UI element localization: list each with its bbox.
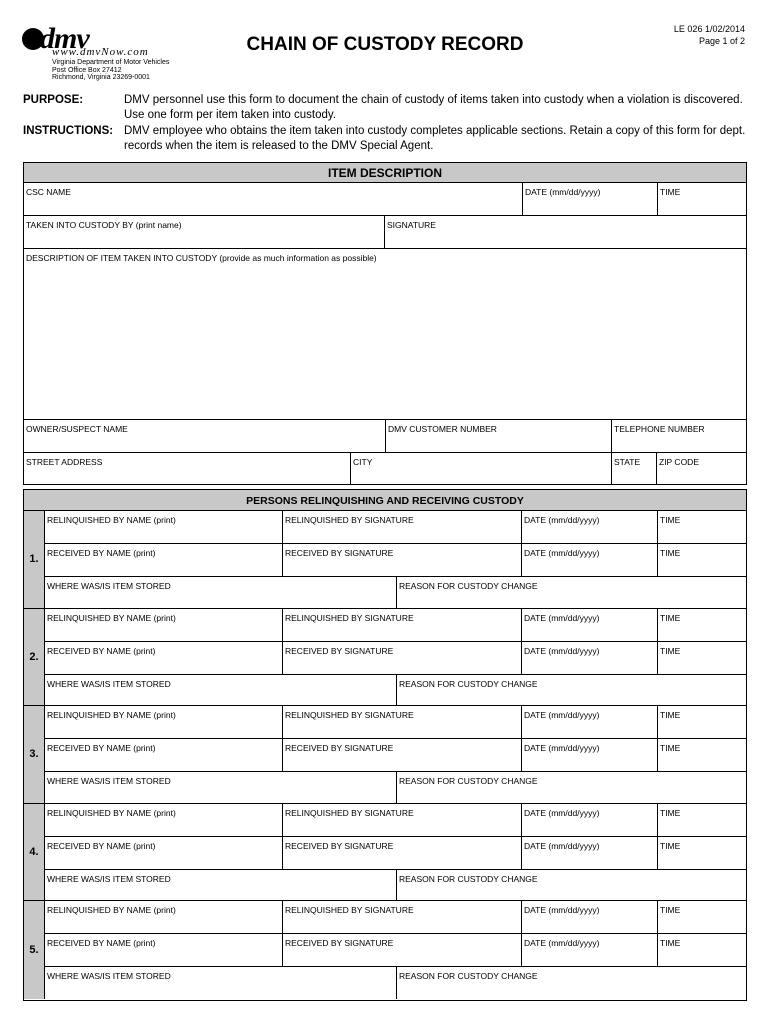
received-date-field[interactable]: DATE (mm/dd/yyyy) [522, 642, 658, 675]
received-date-field[interactable]: DATE (mm/dd/yyyy) [522, 934, 658, 967]
relinquished-time-field[interactable]: TIME [658, 901, 746, 934]
taken-by-field[interactable]: TAKEN INTO CUSTODY BY (print name) [24, 216, 385, 249]
received-date-field[interactable]: DATE (mm/dd/yyyy) [522, 837, 658, 870]
received-name-field[interactable]: RECEIVED BY NAME (print) [45, 837, 283, 870]
dmv-logo-mark: dmv [24, 24, 73, 54]
received-name-field[interactable]: RECEIVED BY NAME (print) [45, 739, 283, 772]
form-id: LE 026 1/02/2014 Page 1 of 2 [673, 24, 745, 46]
item-stored-field[interactable]: WHERE WAS/IS ITEM STORED [45, 675, 397, 707]
page-title: CHAIN OF CUSTODY RECORD [246, 34, 524, 55]
dmv-customer-number-field[interactable]: DMV CUSTOMER NUMBER [386, 420, 612, 453]
relinquished-name-field[interactable]: RELINQUISHED BY NAME (print) [45, 609, 283, 642]
custody-change-reason-field[interactable]: REASON FOR CUSTODY CHANGE [399, 971, 538, 982]
relinquished-name-field[interactable]: RELINQUISHED BY NAME (print) [45, 901, 283, 934]
relinquished-time-field[interactable]: TIME [658, 804, 746, 837]
logo-url: www.dmvNow.com [52, 46, 149, 58]
received-time-field[interactable]: TIME [658, 934, 746, 967]
item-stored-field[interactable]: WHERE WAS/IS ITEM STORED [45, 577, 397, 609]
relinquished-date-field[interactable]: DATE (mm/dd/yyyy) [522, 609, 658, 642]
relinquished-name-field[interactable]: RELINQUISHED BY NAME (print) [45, 511, 283, 544]
street-address-field[interactable]: STREET ADDRESS [24, 453, 351, 484]
custody-row-number: 3. [24, 706, 45, 804]
received-name-field[interactable]: RECEIVED BY NAME (print) [45, 642, 283, 675]
received-name-field[interactable]: RECEIVED BY NAME (print) [45, 934, 283, 967]
item-stored-field[interactable]: WHERE WAS/IS ITEM STORED [45, 870, 397, 902]
relinquished-date-field[interactable]: DATE (mm/dd/yyyy) [522, 804, 658, 837]
state-field[interactable]: STATE [612, 453, 657, 484]
received-date-field[interactable]: DATE (mm/dd/yyyy) [522, 544, 658, 577]
custody-heading: PERSONS RELINQUISHING AND RECEIVING CUSTODY [24, 490, 746, 511]
instructions-text: DMV employee who obtains the item taken into custody completes applicable sections. Retain a copy of this form for dept. records when the item is released to the DMV Special Agent. [124, 125, 746, 152]
custody-section [23, 489, 747, 1001]
purpose-label: PURPOSE: [23, 94, 84, 106]
item-description-section [23, 162, 747, 485]
page-number: Page 1 of 2 [698, 36, 745, 46]
custody-change-reason-field[interactable]: REASON FOR CUSTODY CHANGE [397, 577, 746, 609]
zip-code-field[interactable]: ZIP CODE [659, 457, 699, 467]
relinquished-signature-field[interactable]: RELINQUISHED BY SIGNATURE [283, 706, 522, 739]
csc-date-field[interactable]: DATE (mm/dd/yyyy) [523, 183, 658, 216]
relinquished-time-field[interactable]: TIME [658, 609, 746, 642]
relinquished-signature-field[interactable]: RELINQUISHED BY SIGNATURE [283, 511, 522, 544]
item-description-field[interactable]: DESCRIPTION OF ITEM TAKEN INTO CUSTODY (provide as much information as possible) [24, 249, 746, 420]
received-time-field[interactable]: TIME [658, 837, 746, 870]
custody-row-number: 5. [24, 901, 45, 999]
received-name-field[interactable]: RECEIVED BY NAME (print) [45, 544, 283, 577]
received-signature-field[interactable]: RECEIVED BY SIGNATURE [283, 642, 522, 675]
relinquished-date-field[interactable]: DATE (mm/dd/yyyy) [522, 511, 658, 544]
relinquished-time-field[interactable]: TIME [658, 706, 746, 739]
relinquished-signature-field[interactable]: RELINQUISHED BY SIGNATURE [283, 804, 522, 837]
instructions-label: INSTRUCTIONS: [23, 125, 114, 137]
item-stored-field[interactable]: WHERE WAS/IS ITEM STORED [45, 967, 397, 999]
custody-change-reason-field[interactable]: REASON FOR CUSTODY CHANGE [397, 772, 746, 804]
custody-change-reason-field[interactable]: REASON FOR CUSTODY CHANGE [397, 870, 746, 902]
csc-name-field[interactable]: CSC NAME [24, 183, 523, 216]
relinquished-date-field[interactable]: DATE (mm/dd/yyyy) [522, 901, 658, 934]
taken-by-signature-field[interactable]: SIGNATURE [385, 216, 746, 249]
city-field[interactable]: CITY [351, 453, 612, 484]
custody-row-number: 2. [24, 609, 45, 707]
purpose-text: DMV personnel use this form to document the chain of custody of items taken into custody when a violation is discovered. Use one form per item taken into custody. [124, 94, 743, 121]
received-signature-field[interactable]: RECEIVED BY SIGNATURE [283, 934, 522, 967]
received-signature-field[interactable]: RECEIVED BY SIGNATURE [283, 739, 522, 772]
telephone-field[interactable]: TELEPHONE NUMBER [612, 420, 746, 453]
logo-address: Virginia Department of Motor Vehicles Post Office Box 27412 Richmond, Virginia 23269-0001 [52, 59, 170, 81]
owner-name-field[interactable]: OWNER/SUSPECT NAME [24, 420, 386, 453]
item-description-heading: ITEM DESCRIPTION [24, 163, 746, 183]
relinquished-date-field[interactable]: DATE (mm/dd/yyyy) [522, 706, 658, 739]
received-time-field[interactable]: TIME [658, 642, 746, 675]
received-time-field[interactable]: TIME [658, 544, 746, 577]
relinquished-signature-field[interactable]: RELINQUISHED BY SIGNATURE [283, 901, 522, 934]
csc-time-field[interactable]: TIME [658, 183, 746, 216]
received-signature-field[interactable]: RECEIVED BY SIGNATURE [283, 544, 522, 577]
custody-row-number: 4. [24, 804, 45, 902]
received-signature-field[interactable]: RECEIVED BY SIGNATURE [283, 837, 522, 870]
custody-row-number: 1. [24, 511, 45, 609]
relinquished-name-field[interactable]: RELINQUISHED BY NAME (print) [45, 804, 283, 837]
relinquished-time-field[interactable]: TIME [658, 511, 746, 544]
received-time-field[interactable]: TIME [658, 739, 746, 772]
received-date-field[interactable]: DATE (mm/dd/yyyy) [522, 739, 658, 772]
custody-change-reason-field[interactable]: REASON FOR CUSTODY CHANGE [397, 675, 746, 707]
item-stored-field[interactable]: WHERE WAS/IS ITEM STORED [45, 772, 397, 804]
relinquished-signature-field[interactable]: RELINQUISHED BY SIGNATURE [283, 609, 522, 642]
relinquished-name-field[interactable]: RELINQUISHED BY NAME (print) [45, 706, 283, 739]
